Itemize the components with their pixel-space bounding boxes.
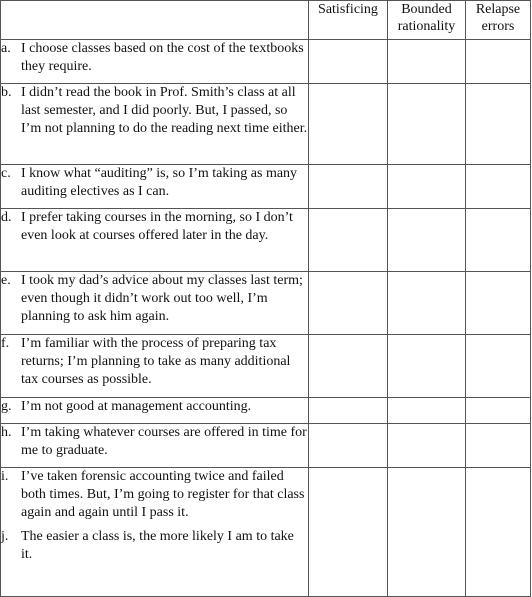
satisficing-cell[interactable] [309, 40, 388, 84]
item-text: I’m taking whatever courses are offered in time for me to graduate. [21, 425, 307, 458]
statement-cell [1, 84, 309, 165]
list-item [1, 209, 308, 245]
item-letter: f. [1, 336, 10, 351]
item-letter: h. [1, 425, 12, 440]
statement-cell [1, 424, 309, 468]
bounded-rationality-cell[interactable] [388, 40, 466, 84]
statement-cell [1, 165, 309, 209]
statement-cell [1, 398, 309, 424]
relapse-errors-cell[interactable] [466, 398, 531, 424]
item-text: I’m familiar with the process of preparing tax returns; I’m planning to take as many additional tax courses as possible. [21, 336, 291, 387]
item-letter: g. [1, 399, 12, 414]
relapse-errors-cell[interactable] [466, 165, 531, 209]
satisficing-cell[interactable] [309, 335, 388, 398]
statement-cell [1, 272, 309, 335]
list-item [1, 468, 308, 522]
item-text: The easier a class is, the more likely I am to take it. [21, 529, 294, 562]
table-row [1, 272, 531, 335]
satisficing-cell[interactable] [309, 165, 388, 209]
list-item [1, 398, 308, 416]
item-text: I didn’t read the book in Prof. Smith’s class at all last semester, and I did poorly. But, I passed, so I’m not planning to do the reading next time either. [21, 85, 308, 136]
statement-cell [1, 335, 309, 398]
item-letter: d. [1, 210, 12, 225]
item-letter: a. [1, 41, 11, 56]
satisficing-cell[interactable] [309, 272, 388, 335]
header-row [1, 1, 531, 40]
table-row [1, 40, 531, 84]
table-row [1, 165, 531, 209]
list-item [1, 335, 308, 389]
bounded-rationality-cell[interactable] [388, 84, 466, 165]
list-item [1, 528, 308, 564]
table-row [1, 424, 531, 468]
item-letter: c. [1, 166, 11, 181]
satisficing-cell[interactable] [309, 468, 388, 597]
item-text: I know what “auditing” is, so I’m taking as many auditing electives as I can. [21, 166, 298, 199]
bounded-rationality-cell[interactable] [388, 209, 466, 272]
relapse-errors-cell[interactable] [466, 84, 531, 165]
list-item [1, 165, 308, 201]
table-row [1, 468, 531, 597]
table-row [1, 84, 531, 165]
item-letter: i. [1, 469, 9, 484]
header-bounded-rationality: Bounded rationality [388, 1, 466, 40]
relapse-errors-cell[interactable] [466, 40, 531, 84]
satisficing-cell[interactable] [309, 209, 388, 272]
table-row [1, 209, 531, 272]
item-text: I’ve taken forensic accounting twice and failed both times. But, I’m going to register for that class again and again until I pass it. [21, 469, 305, 520]
bounded-rationality-cell[interactable] [388, 398, 466, 424]
bounded-rationality-cell[interactable] [388, 335, 466, 398]
satisficing-cell[interactable] [309, 424, 388, 468]
list-item [1, 84, 308, 138]
item-text: I’m not good at management accounting. [21, 399, 252, 414]
header-satisficing: Satisficing [309, 1, 388, 40]
item-letter: j. [1, 529, 9, 544]
header-relapse-errors: Relapse errors [466, 1, 531, 40]
table-row [1, 335, 531, 398]
satisficing-cell[interactable] [309, 84, 388, 165]
statement-cell [1, 40, 309, 84]
list-item [1, 40, 308, 76]
relapse-errors-cell[interactable] [466, 468, 531, 597]
item-letter: b. [1, 85, 12, 100]
header-statement [1, 1, 309, 40]
relapse-errors-cell[interactable] [466, 424, 531, 468]
bounded-rationality-cell[interactable] [388, 165, 466, 209]
relapse-errors-cell[interactable] [466, 209, 531, 272]
bounded-rationality-cell[interactable] [388, 272, 466, 335]
relapse-errors-cell[interactable] [466, 335, 531, 398]
statement-cell [1, 209, 309, 272]
item-text: I choose classes based on the cost of the textbooks they require. [21, 41, 304, 74]
bounded-rationality-cell[interactable] [388, 424, 466, 468]
table-row [1, 398, 531, 424]
bounded-rationality-cell[interactable] [388, 468, 466, 597]
statement-cell [1, 468, 309, 597]
relapse-errors-cell[interactable] [466, 272, 531, 335]
item-text: I took my dad’s advice about my classes last term; even though it didn’t work out too well, I’m planning to ask him again. [21, 273, 303, 324]
item-text: I prefer taking courses in the morning, so I don’t even look at courses offered later in the day. [21, 210, 293, 243]
satisficing-cell[interactable] [309, 398, 388, 424]
list-item [1, 424, 308, 460]
item-letter: e. [1, 273, 11, 288]
list-item [1, 272, 308, 326]
